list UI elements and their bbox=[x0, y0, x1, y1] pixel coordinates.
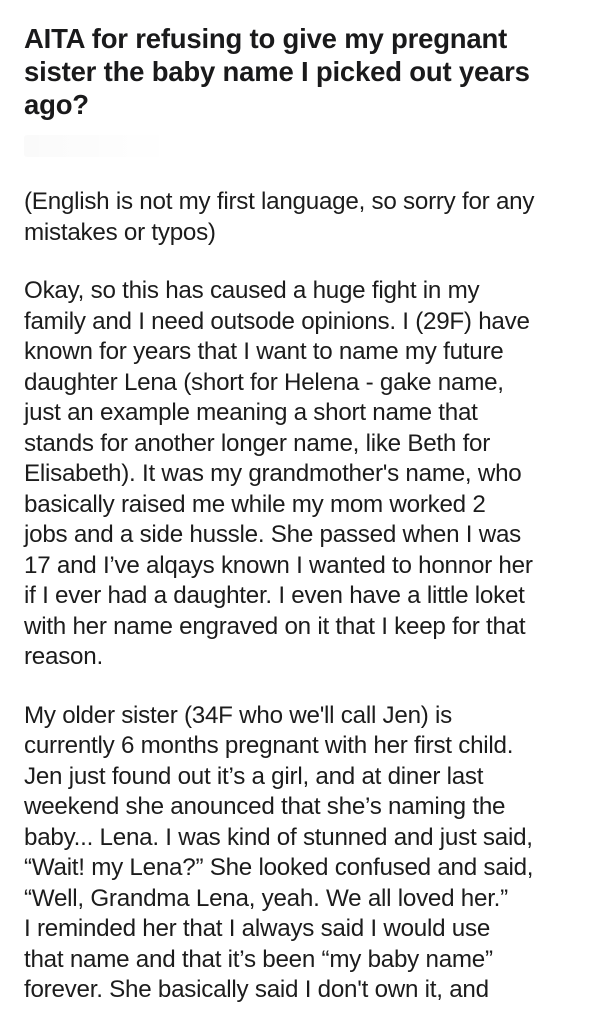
text-line: My older sister (34F who we'll call Jen) is bbox=[24, 701, 453, 729]
text-line: if I ever had a daughter. I even have a little loket bbox=[24, 582, 525, 609]
text-line: (English is not my first language, so sorry for any bbox=[24, 188, 535, 215]
text-line: baby... Lena. I was kind of stunned and just said, bbox=[24, 823, 533, 851]
text-line: currently 6 months pregnant with her first child. bbox=[24, 732, 514, 759]
reddit-post bbox=[24, 22, 586, 1006]
text-line: reason. bbox=[24, 643, 103, 670]
post-title: AITA for refusing to give my pregnant sister the baby name I picked out years ago? bbox=[24, 23, 530, 120]
post-paragraph-3 bbox=[24, 701, 586, 1006]
text-line: daughter Lena (short for Helena - gake name, bbox=[24, 368, 504, 396]
text-line: mistakes or typos) bbox=[24, 218, 216, 246]
text-line: Jen just found out it’s a girl, and at diner last bbox=[24, 762, 484, 790]
post-paragraph-2 bbox=[24, 276, 586, 673]
text-line: I reminded her that I always said I would use bbox=[24, 915, 491, 942]
text-line: basically raised me while my mom worked 2 bbox=[24, 490, 486, 518]
text-line: jobs and a side hussle. She passed when I was bbox=[24, 521, 522, 548]
post-paragraph-1 bbox=[24, 187, 586, 248]
text-line: that name and that it’s been “my baby name” bbox=[24, 945, 493, 973]
text-line: just an example meaning a short name that bbox=[24, 399, 478, 426]
text-line: stands for another longer name, like Beth for bbox=[24, 429, 491, 457]
text-line: Okay, so this has caused a huge fight in my bbox=[24, 277, 480, 304]
text-line: 17 and I’ve alqays known I wanted to honnor her bbox=[24, 551, 533, 579]
text-line: Elisabeth). It was my grandmother's name, who bbox=[24, 460, 522, 487]
post-meta-faded bbox=[24, 135, 174, 157]
text-line: “Wait! my Lena?” She looked confused and said, bbox=[24, 854, 534, 881]
text-line: with her name engraved on it that I keep for that bbox=[24, 612, 526, 640]
post-body bbox=[24, 187, 586, 1006]
text-line: weekend she anounced that she’s naming the bbox=[24, 793, 506, 820]
text-line: “Well, Grandma Lena, yeah. We all loved her.” bbox=[24, 884, 508, 912]
text-line: family and I need outsode opinions. I (29F) have bbox=[24, 307, 530, 335]
text-line: forever. She basically said I don't own it, and bbox=[24, 976, 489, 1003]
text-line: known for years that I want to name my future bbox=[24, 338, 504, 365]
